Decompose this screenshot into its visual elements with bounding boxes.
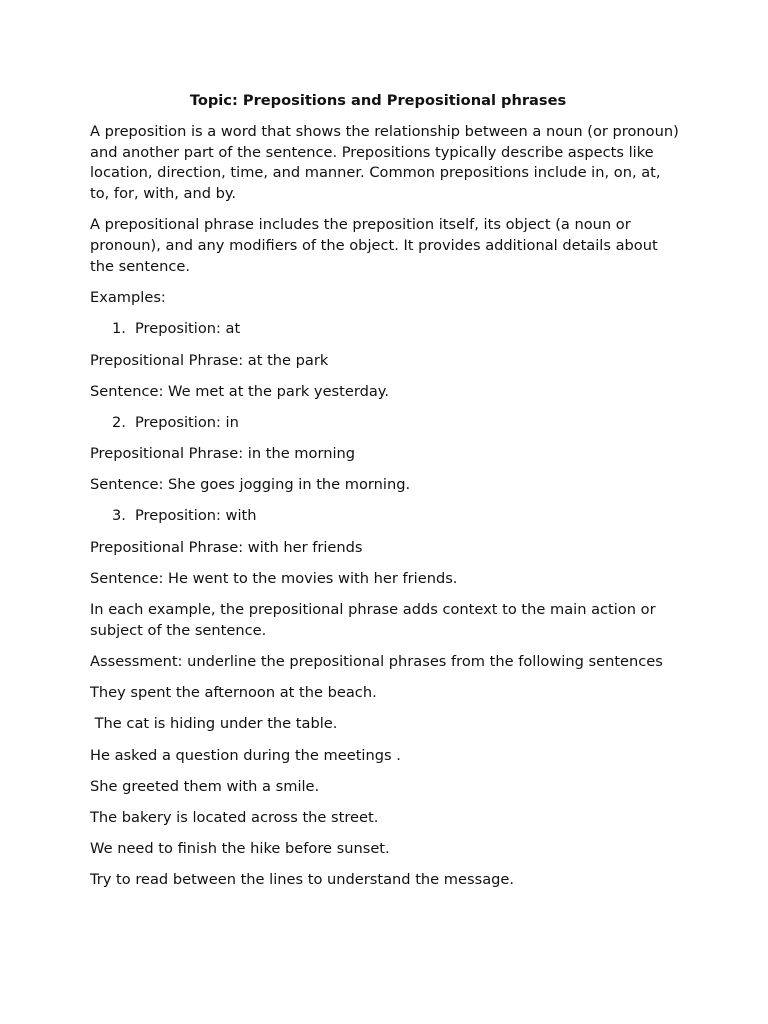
example-1-number: 1. <box>112 320 126 338</box>
example-2-preposition: Preposition: in <box>135 413 239 431</box>
assessment-sentence-7: Try to read between the lines to understand the message. <box>90 871 515 889</box>
assessment-sentence-1: They spent the afternoon at the beach. <box>90 684 377 702</box>
example-3-phrase: Prepositional Phrase: with her friends <box>90 538 363 556</box>
intro-paragraph-1: A preposition is a word that shows the relationship between a noun (or pronoun) and another part of the sentence. Prepositions typically describe aspects like location, direction, time, and manner. Common prepositions include in, on, at, to, for, with, and by. <box>90 122 679 203</box>
assessment-instruction: Assessment: underline the prepositional phrases from the following sentences <box>90 653 663 671</box>
example-2-item <box>90 413 682 434</box>
example-1-phrase: Prepositional Phrase: at the park <box>90 351 329 369</box>
example-3-preposition: Preposition: with <box>135 507 257 525</box>
summary-paragraph: In each example, the prepositional phrase adds context to the main action or subject of the sentence. <box>90 601 656 639</box>
assessment-sentence-4: She greeted them with a smile. <box>90 777 320 795</box>
example-2-number: 2. <box>112 413 126 431</box>
example-3-item <box>90 506 682 527</box>
assessment-sentence-6: We need to finish the hike before sunset. <box>90 840 390 858</box>
example-2-phrase: Prepositional Phrase: in the morning <box>90 445 356 463</box>
intro-paragraph-2: A prepositional phrase includes the preposition itself, its object (a noun or pronoun), and any modifiers of the object. It provides additional details about the sentence. <box>90 216 658 275</box>
examples-label: Examples: <box>90 289 166 307</box>
document-title: Topic: Prepositions and Prepositional phrases <box>189 92 567 109</box>
example-1-item <box>90 319 682 340</box>
assessment-sentence-3: He asked a question during the meetings . <box>90 746 401 764</box>
assessment-sentence-2: The cat is hiding under the table. <box>90 715 338 733</box>
example-1-preposition: Preposition: at <box>135 320 241 338</box>
example-3-sentence: Sentence: He went to the movies with her friends. <box>90 569 458 587</box>
document-page <box>90 91 682 902</box>
assessment-sentence-5: The bakery is located across the street. <box>90 808 379 826</box>
example-3-number: 3. <box>112 507 126 525</box>
example-2-sentence: Sentence: She goes jogging in the morning. <box>90 476 411 494</box>
example-1-sentence: Sentence: We met at the park yesterday. <box>90 382 389 400</box>
